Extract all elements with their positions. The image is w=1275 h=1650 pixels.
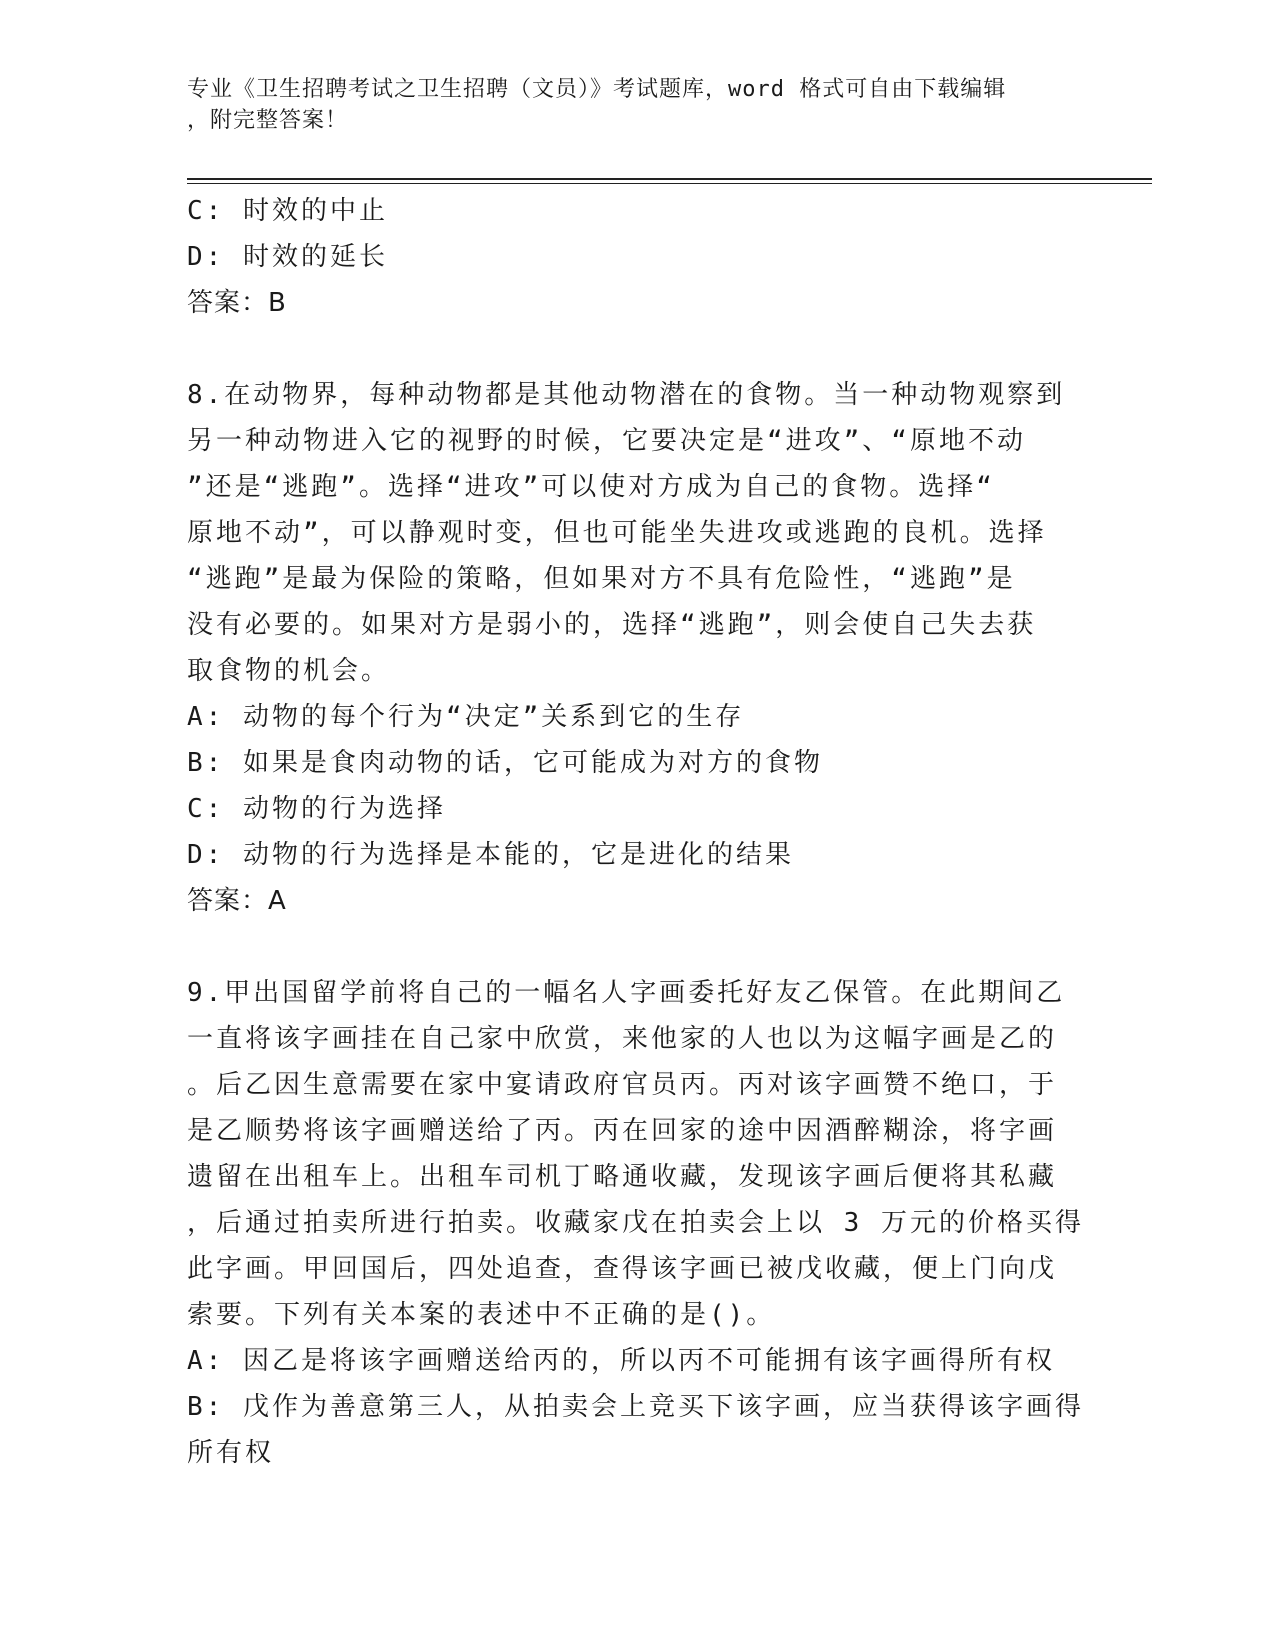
- q8-option-c: C: 动物的行为选择: [187, 794, 446, 824]
- spacer: [187, 326, 1087, 372]
- q9-stem-line: 是乙顺势将该字画赠送给了丙。丙在回家的途中因酒醉糊涂，将字画: [187, 1116, 1058, 1146]
- q9-stem-line: 。后乙因生意需要在家中宴请政府官员丙。丙对该字画赞不绝口，于: [187, 1070, 1058, 1100]
- question-8: [187, 372, 1087, 924]
- question-9: [187, 970, 1087, 1476]
- q8-option-a: A: 动物的每个行为“决定”关系到它的生存: [187, 702, 745, 732]
- q8-option-b: B: 如果是食肉动物的话，它可能成为对方的食物: [187, 748, 823, 778]
- q9-stem-line: 一直将该字画挂在自己家中欣赏，来他家的人也以为这幅字画是乙的: [187, 1024, 1058, 1054]
- header-line-1: 专业《卫生招聘考试之卫生招聘（文员）》考试题库，word 格式可自由下载编辑: [187, 77, 1007, 102]
- q7-option-c: C: 时效的中止: [187, 196, 388, 226]
- q8-stem-line: “逃跑”是最为保险的策略，但如果对方不具有危险性，“逃跑”是: [187, 564, 1016, 594]
- q8-stem-line: 取食物的机会。: [187, 656, 391, 686]
- q9-stem-line: 索要。下列有关本案的表述中不正确的是()。: [187, 1300, 776, 1330]
- q9-stem-line: 遗留在出租车上。出租车司机丁略通收藏，发现该字画后便将其私藏: [187, 1162, 1058, 1192]
- spacer: [187, 924, 1087, 970]
- header-line-2: ，附完整答案！: [187, 108, 349, 133]
- q8-stem-line: 另一种动物进入它的视野的时候，它要决定是“进攻”、“原地不动: [187, 426, 1026, 456]
- q9-stem-line: 9.甲出国留学前将自己的一幅名人字画委托好友乙保管。在此期间乙: [187, 978, 1066, 1008]
- q9-option-b: B: 戊作为善意第三人，从拍卖会上竞买下该字画，应当获得该字画得: [187, 1392, 1084, 1422]
- q9-option-b-continued: 所有权: [187, 1438, 275, 1468]
- header-divider-thick: [187, 178, 1152, 180]
- header-divider-thin: [187, 183, 1152, 184]
- q8-option-d: D: 动物的行为选择是本能的，它是进化的结果: [187, 840, 794, 870]
- q8-answer: 答案：A: [187, 886, 287, 916]
- q8-stem-line: 原地不动”，可以静观时变，但也可能坐失进攻或逃跑的良机。选择: [187, 518, 1047, 548]
- q9-stem-line: ，后通过拍卖所进行拍卖。收藏家戊在拍卖会上以 3 万元的价格买得: [187, 1208, 1084, 1238]
- document-header: [187, 74, 1067, 136]
- q8-stem-line: 没有必要的。如果对方是弱小的，选择“逃跑”，则会使自己失去获: [187, 610, 1037, 640]
- q7-option-d: D: 时效的延长: [187, 242, 388, 272]
- q9-stem-line: 此字画。甲回国后，四处追查，查得该字画已被戊收藏，便上门向戊: [187, 1254, 1058, 1284]
- question-7-tail: [187, 188, 1087, 326]
- q8-stem-line: ”还是“逃跑”。选择“进攻”可以使对方成为自己的食物。选择“: [187, 472, 995, 502]
- q9-option-a: A: 因乙是将该字画赠送给丙的，所以丙不可能拥有该字画得所有权: [187, 1346, 1055, 1376]
- q8-stem-line: 8.在动物界，每种动物都是其他动物潜在的食物。当一种动物观察到: [187, 380, 1066, 410]
- document-body: [187, 188, 1087, 1476]
- q7-answer: 答案：B: [187, 288, 287, 318]
